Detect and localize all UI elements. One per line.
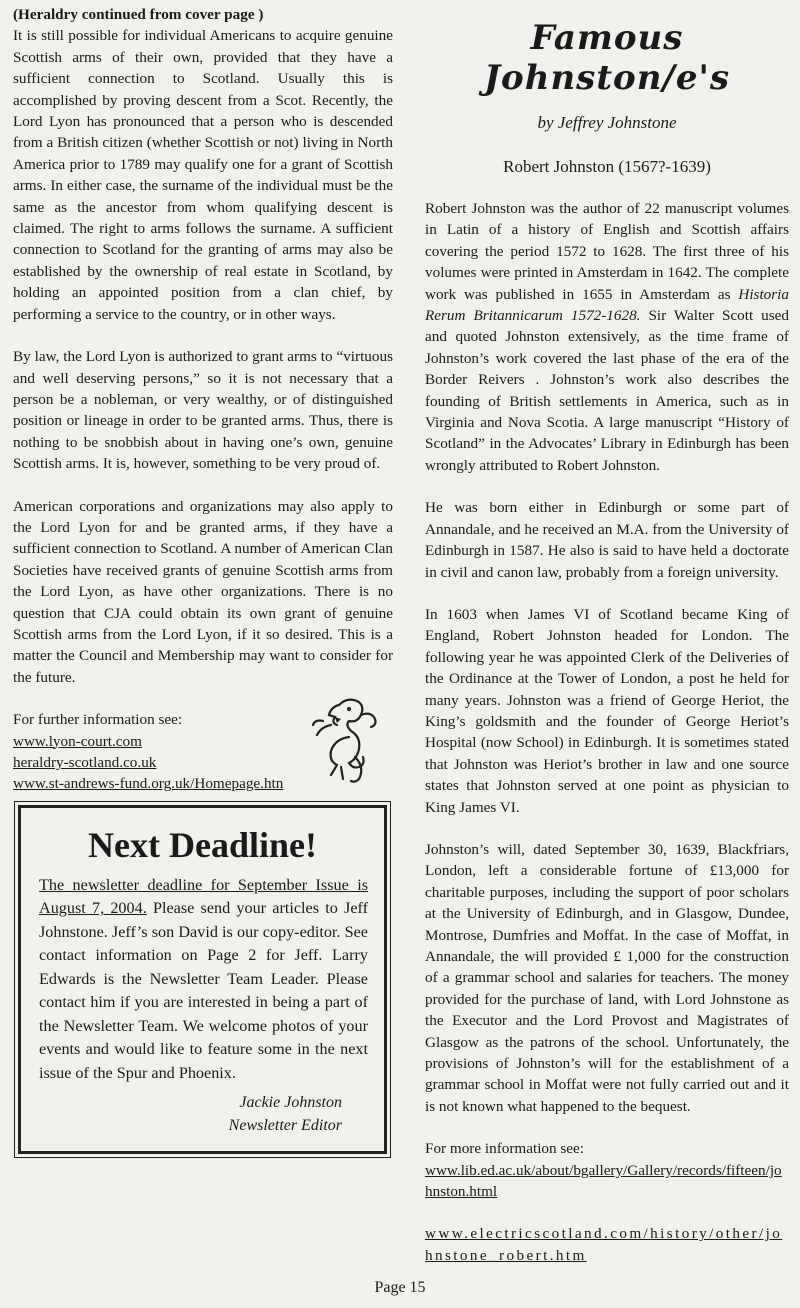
robert-johnston-article bbox=[425, 198, 789, 1266]
famous-johnstons-header bbox=[425, 18, 789, 198]
paragraph: Johnston’s will, dated September 30, 1639, Blackfriars, London, left a considerable fortune of £13,000 for charitable purposes, including the support of poor scholars at the University of Edinburgh, and in Glasgow, Dundee, Montrose, Dumfries and Moffat. In the case of Moffat, in Annandale, the will provided £ 1,000 for the construction of a grammar school and salaries for teachers. The money provided for the purchase of land, with Lord Johnstone as the Executor and the Lord Provost and Magistrates of Glasgow as the patrons of the school. Unfortunately, the provisions of Johnston’s will for the establishment of a grammar school in Moffat were not fully carried out and it is not known what happened to the bequest. bbox=[425, 840, 789, 1115]
links-row bbox=[13, 709, 393, 795]
rampant-lion-illustration bbox=[309, 695, 381, 785]
text: Sir Walter Scott used and quoted Johnston extensively, as the time frame of Johnston’s work covered the last phase of the era of the Border Reivers . Johnston’s work also describes the founding of British settlements in America, such as in Virginia and Nova Scotia. A large manuscript “History of Scotland” in the Advocates’ Library in Edinburgh has been wrongly attributed to Robert Johnston. bbox=[425, 307, 789, 474]
text: Robert Johnston was the author of 22 manuscript volumes in Latin of a history of English and Scottish affairs covering the period 1572 to 1628. The first three of his volumes were printed in Amsterdam in 1642. The complete work was published in 1655 in Amsterdam as bbox=[425, 200, 789, 303]
article-continuation-heading: (Heraldry continued from cover page ) bbox=[13, 6, 264, 23]
deadline-date-text: The newsletter deadline for September Issue is August 7, 2004. bbox=[39, 875, 368, 918]
link-heraldry-scotland[interactable]: heraldry-scotland.co.uk bbox=[13, 754, 157, 771]
link-lyon-court[interactable]: www.lyon-court.com bbox=[13, 732, 142, 750]
right-column bbox=[425, 0, 789, 1266]
deadline-title: Next Deadline! bbox=[88, 824, 317, 865]
paragraph: In 1603 when James VI of Scotland became King of England, Robert Johnston headed for London. The following year he was appointed Clerk of the Deliveries of the Ordinance at the Tower of London, a post he held for many years. Johnston was a friend of George Heriot, the King’s goldsmith and the founder of George Heriot’s Hospital (now School) in Edinburgh. It is sometimes stated that Johnston was Heriot’s brother in law and one source states that Johnston served at one point as physician to King James VI. bbox=[425, 605, 789, 816]
links-intro: For further information see: bbox=[13, 711, 183, 729]
byline: by Jeffrey Johnstone bbox=[537, 113, 677, 132]
book-title: Historia Rerum Britannicarum 1572-1628. bbox=[425, 285, 789, 325]
link-electricscotland[interactable]: www.electricscotland.com/history/other/johnstone_robert.htm bbox=[425, 1225, 783, 1264]
page-number: Page 15 bbox=[374, 1279, 426, 1297]
editor-title: Newsletter Editor bbox=[228, 1117, 342, 1135]
deadline-details: Please send your articles to Jeff Johnstone. Jeff’s son David is our copy-editor. See contact information on Page 2 for Jeff. Larry Edwards is the Newsletter Team Leader. Please contact him if you are interested in being a part of the Newsletter Team. We welcome photos of your events and would like to feature some in the next issue of the Spur and Phoenix. bbox=[39, 899, 368, 1082]
left-column bbox=[13, 0, 393, 1154]
editor-name: Jackie Johnston bbox=[239, 1094, 342, 1112]
column-title: Famous Johnston/e's bbox=[483, 18, 731, 98]
paragraph: He was born either in Edinburgh or some part of Annandale, and he received an M.A. from the University of Edinburgh in 1587. He also is said to have held a doctorate in civil and canon law, probably from a foreign university. bbox=[425, 499, 789, 581]
link-lib-ed-gallery[interactable]: www.lib.ed.ac.uk/about/bgallery/Gallery/records/fifteen/johnston.html bbox=[425, 1161, 782, 1201]
article-subject: Robert Johnston (1567?-1639) bbox=[503, 157, 711, 176]
paragraph: American corporations and organizations may also apply to the Lord Lyon for and be granted arms, if they have a sufficient connection to Scotland. A number of American Clan Societies have received grants of genuine Scottish arms from the Lord Lyon, as have other organizations. There is no question that CJA could obtain its own grant of genuine Scottish arms from the Lord Lyon, if it so desired. This is a matter the Council and Membership may want to consider for the future. bbox=[13, 497, 393, 686]
paragraph: By law, the Lord Lyon is authorized to grant arms to “virtuous and well deserving persons,” so it is not necessary that a person be a nobleman, or very wealthy, or of distinguished position or lineage in order to be granted arms. Thus, there is nothing to be snobbish about in having one’s own, genuine Scottish arms. It is, however, something to be very proud of. bbox=[13, 348, 393, 473]
further-info-links bbox=[13, 709, 283, 795]
editor-signature bbox=[21, 1091, 342, 1137]
paragraph bbox=[425, 198, 789, 476]
next-deadline-box bbox=[18, 805, 387, 1155]
deadline-body bbox=[39, 874, 368, 1086]
links-intro: For more information see: bbox=[425, 1140, 585, 1158]
paragraph: It is still possible for individual Americans to acquire genuine Scottish arms of their own, provided that they have a sufficient connection to Scotland. Usually this is accomplished by proving descent from a Scot. Recently, the Lord Lyon has pronounced that a person who is descended from a British citizen (whether Scottish or not) living in North America prior to 1789 may qualify one for a grant of Scottish arms. In either case, the surname of the individual must be the same as the ancestor from whom qualifying descent is claimed. The right to arms follows the surname. A sufficient connection to Scotland for the granting of arms may also be established by the ownership of real estate in Scotland, by holding an appointed position from a clan chief, by performing a service to the country, or in other ways. bbox=[13, 27, 393, 323]
heraldry-article bbox=[13, 4, 393, 795]
link-st-andrews-fund[interactable]: www.st-andrews-fund.org.uk/Homepage.htn bbox=[13, 775, 284, 793]
